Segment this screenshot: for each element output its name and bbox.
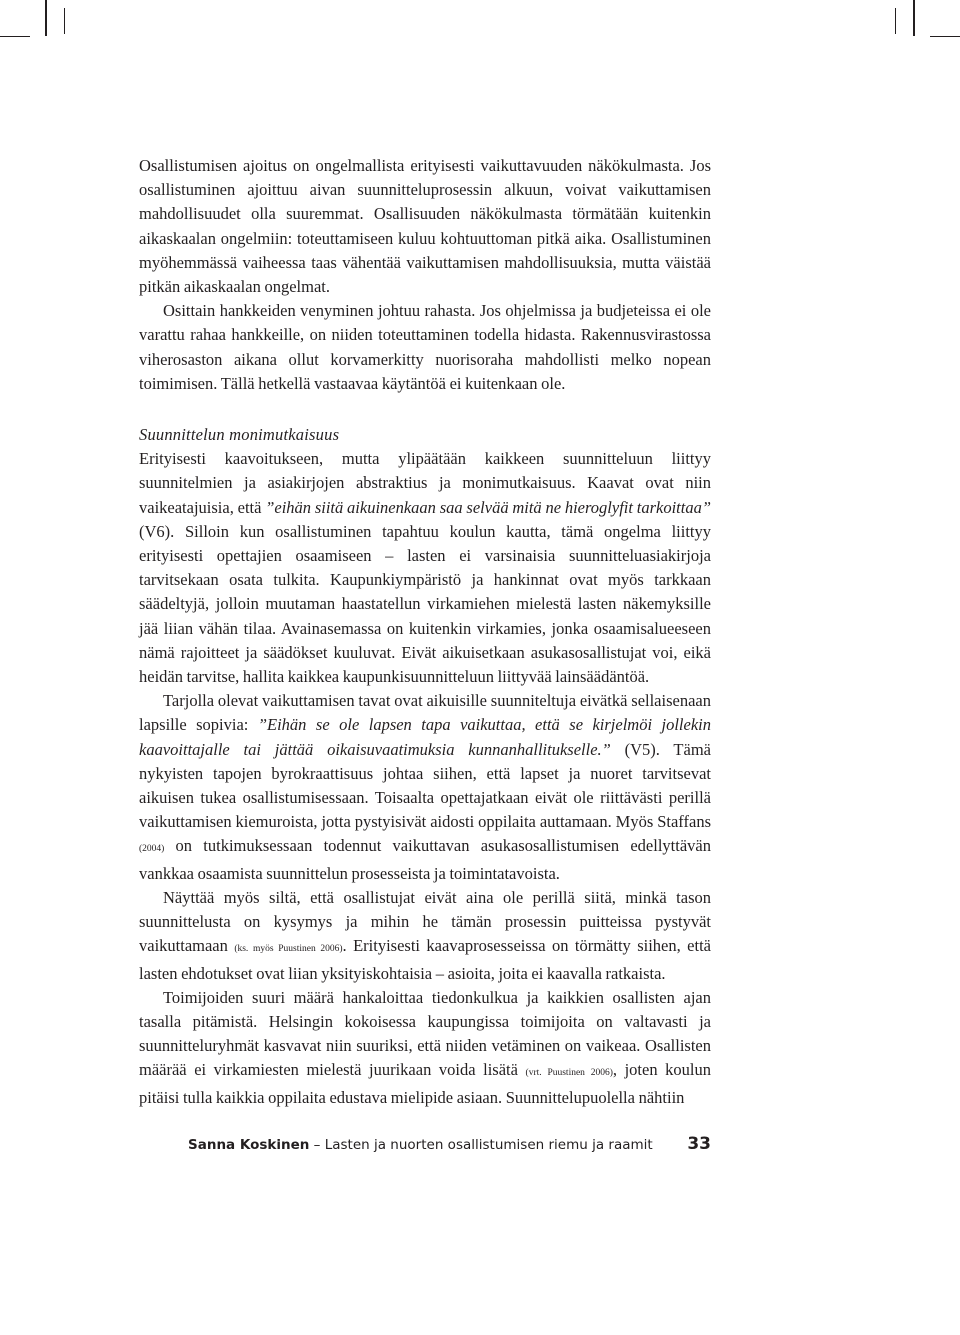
- citation: (2004): [139, 844, 165, 855]
- crop-mark: [64, 8, 65, 34]
- text-run: Osallistumisen ajoitus on ongelmallista erityisesti vaikuttavuuden näkökulmasta. Jos osallistuminen ajoittuu aivan suunnitteluprosessin alkuun, voivat vaikuttamisen mahdollisuudet olla suuremmat. Osallisuuden näkökulmasta törmätään kuitenkin aikaskaalan ongelmiin: toteuttamiseen kuluu kohtuuttoman pitkä aika. Osallistuminen myöhemmässä vaiheessa taas vähentää vaikuttamisen mahdollisuuksia, mutta väistää pitkän aikaskaalan ongelmat.: [139, 156, 711, 297]
- paragraph: [139, 986, 711, 1110]
- quote-text: ”Eihän se ole lapsen tapa vaikuttaa, että se kirjelmöi jollekin kaavoittajalle tai jättää oikaisuvaatimuksia kunnanhallitukselle.”: [139, 715, 711, 759]
- text-run: Näyttää myös siltä, että osallistujat eivät aina ole perillä siitä, minkä tason suunnittelusta on kysymys ja mihin he tämän prosessin puitteissa pystyvät vaikuttamaan: [139, 887, 711, 956]
- quote-text: ”eihän siitä aikuinenkaan saa selvää mitä ne hieroglyfit tarkoittaa”: [265, 497, 711, 517]
- body-text: [139, 154, 711, 1110]
- footer-title: – Lasten ja nuorten osallistumisen riemu ja raamit: [309, 1137, 653, 1153]
- crop-mark: [0, 36, 30, 37]
- text-run: (V5). Tämä nykyisten tapojen byrokraattisuus johtaa siihen, että lapset ja nuoret tarvitsevat aikuisen tukea osallistumisessaan. Toisaalta opettajatkaan eivät ole riittävästi perillä vaikuttamisen kiemuroista, jotta pystyisivät aidosti oppilaita auttamaan. Myös Staffans: [139, 739, 711, 832]
- paragraph: [139, 886, 711, 986]
- citation: (ks. myös Puustinen 2006): [234, 944, 343, 955]
- page-number: 33: [687, 1134, 711, 1154]
- running-footer: [188, 1137, 653, 1153]
- crop-mark: [895, 8, 896, 34]
- paragraph: [139, 154, 711, 299]
- text-run: Tarjolla olevat vaikuttamisen tavat ovat aikuisille suunniteltuja eivätkä sellaisenaan lapsille sopivia:: [139, 691, 711, 735]
- text-run: , joten koulun pitäisi tulla kaikkia oppilaita edustava mielipide asiaan. Suunnittelupuolella nähtiin: [139, 1060, 711, 1107]
- crop-mark: [913, 0, 915, 36]
- paragraph: [139, 689, 711, 886]
- crop-mark: [45, 0, 47, 36]
- text-run: Osittain hankkeiden venyminen johtuu rahasta. Jos ohjelmissa ja budjeteissa ei ole varattu rahaa hankkeille, on niiden toteuttaminen todella hidasta. Rakennusvirastossa viherosaston aikana ollut korvamerkitty nuorisoraha mahdollisti melko nopean toimimisen. Tällä hetkellä vastaavaa käytäntöä ei kuitenkaan ole.: [139, 301, 711, 393]
- text-run: . Erityisesti kaavaprosesseissa on törmätty siihen, että lasten ehdotukset ovat liian yksityiskohtaisia – asioita, joita ei kaavalla ratkaista.: [139, 936, 711, 983]
- text-run: (V6). Silloin kun osallistuminen tapahtuu koulun kautta, tämä ongelma liittyy erityisesti opettajien osaamiseen – lasten ei varsinaisia suunnitteluasiakirjoja tarvitsekaan osata tulkita. Kaupunkiympäristö ja hankinnat ovat myös tarkkaan säädeltyjä, jolloin muutaman haastatellun virkamiehen mielestä lasten näkemyksille jää liian vähän tilaa. Avainasemassa on kuitenkin virkamies, jonka osaamisalueeseen nämä rajoitteet ja säädökset kuuluvat. Eivät aikuisetkaan asukasosallistujat voi, eikä heidän tarvitse, hallita kaikkea kaupunkisuunnitteluun liittyvää lainsäädäntöä.: [139, 521, 711, 687]
- text-run: Toimijoiden suuri määrä hankaloittaa tiedonkulkua ja kaikkien osallisten ajan tasalla pitämistä. Helsingin kokoisessa kaupungissa toimijoita on valtavasti ja suunnitteluryhmät kasvavat niin suuriksi, että niiden vetäminen on vaikeaa. Osallisten määrää ei virkamiesten mielestä juurikaan voida lisätä: [139, 987, 711, 1080]
- paragraph: [139, 447, 711, 689]
- citation: (vrt. Puustinen 2006): [525, 1068, 613, 1079]
- section-complexity: [139, 447, 711, 1109]
- section-intro: [139, 154, 711, 396]
- paragraph: [139, 299, 711, 396]
- text-run: on tutkimuksessaan todennut vaikuttavan asukasosallistumisen edellyttävän vankkaa osaamista suunnittelun prosesseista ja toimintatavoista.: [139, 836, 711, 883]
- crop-mark: [930, 36, 960, 37]
- page-footer: [188, 1134, 711, 1154]
- section-heading: Suunnittelun monimutkaisuus: [139, 425, 340, 445]
- footer-author: Sanna Koskinen: [188, 1137, 310, 1153]
- text-run: Erityisesti kaavoitukseen, mutta ylipäätään kaikkeen suunnitteluun liittyy suunnitelmien ja asiakirjojen abstraktius ja monimutkaisuus. Kaavat ovat niin vaikeatajuisia, että: [139, 449, 711, 517]
